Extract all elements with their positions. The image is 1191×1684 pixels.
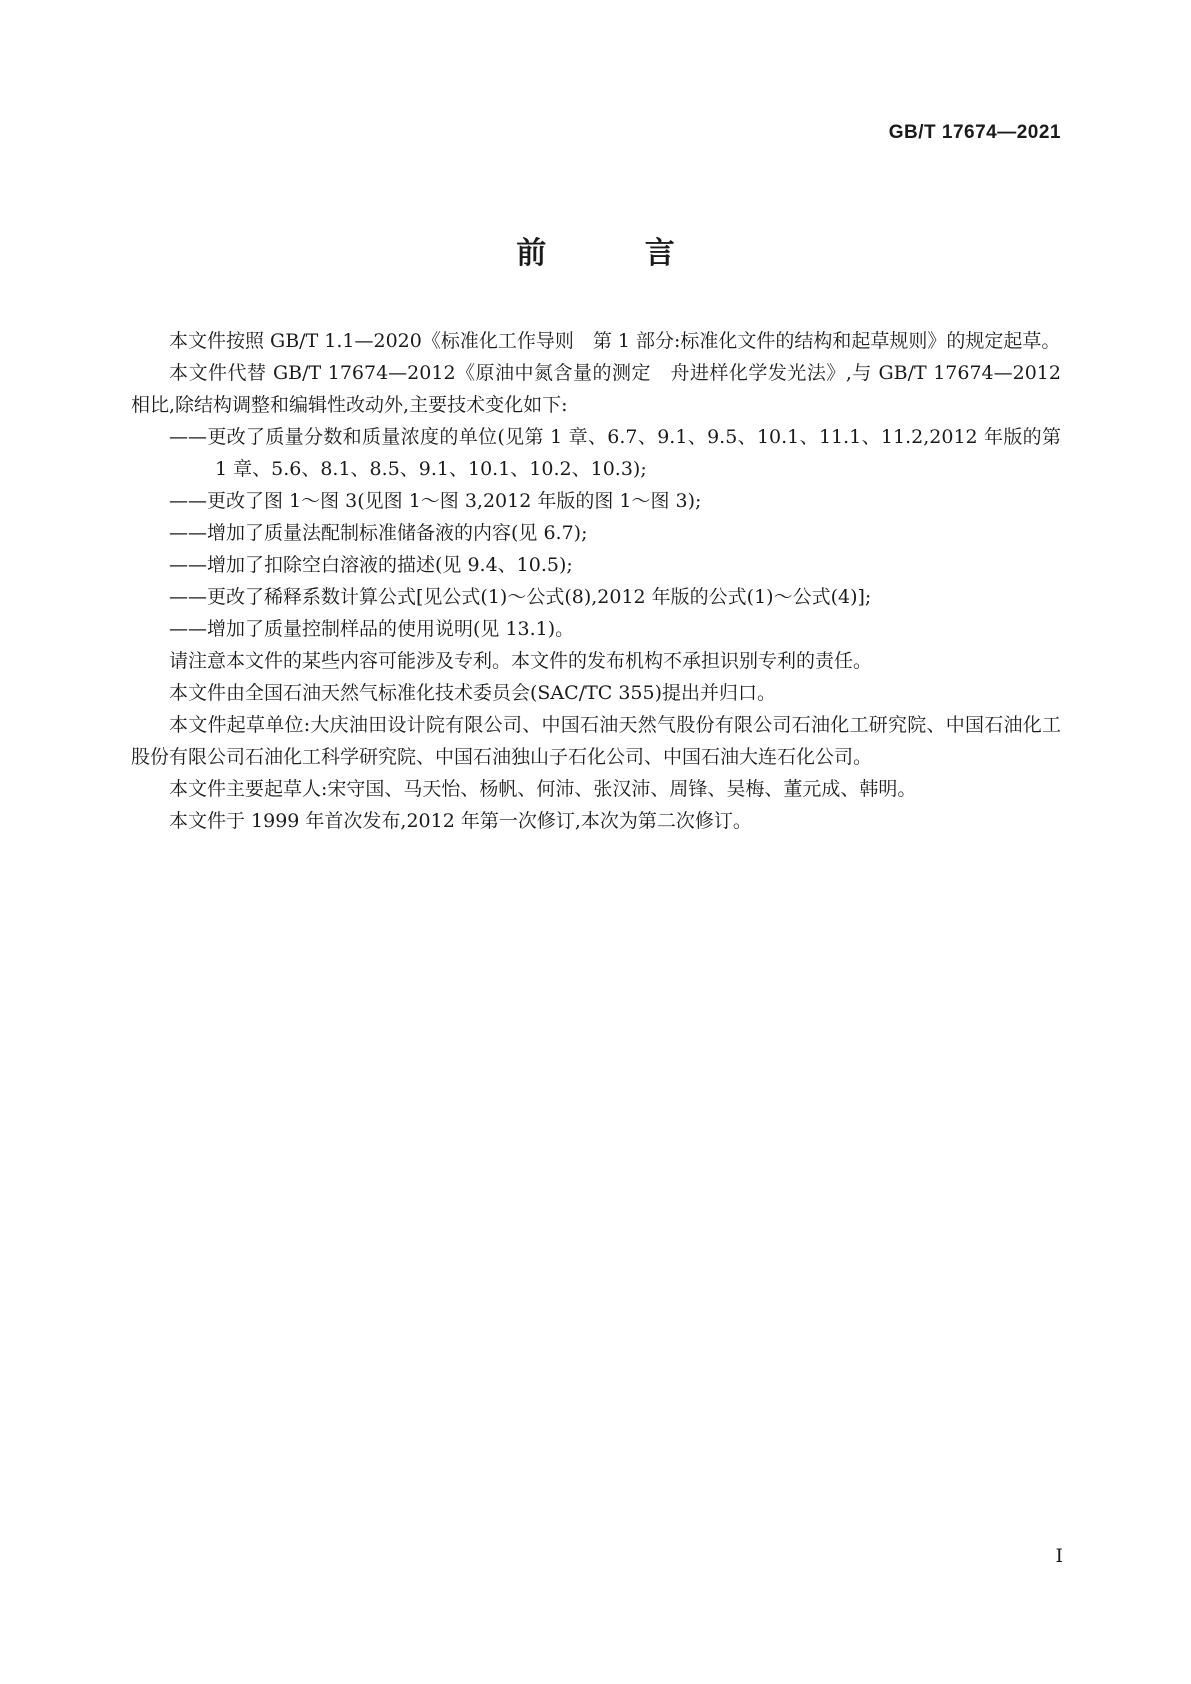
change-item: ——更改了图 1～图 3(见图 1～图 3,2012 年版的图 1～图 3); — [169, 490, 702, 512]
paragraph-drafting-units: 本文件起草单位:大庆油田设计院有限公司、中国石油天然气股份有限公司石油化工研究院、中国石油化工股份有限公司石油化工科学研究院、中国石油独山子石化公司、中国石油大连石化公司。 — [131, 714, 1061, 768]
foreword-body — [131, 325, 1061, 837]
paragraph-drafting-rules: 本文件按照 GB/T 1.1—2020《标准化工作导则 第 1 部分:标准化文件的结构和起草规则》的规定起草。 — [169, 330, 1061, 352]
paragraph-history: 本文件于 1999 年首次发布,2012 年第一次修订,本次为第二次修订。 — [169, 810, 752, 832]
change-item: ——增加了质量控制样品的使用说明(见 13.1)。 — [169, 618, 575, 640]
paragraph-replacement: 本文件代替 GB/T 17674—2012《原油中氮含量的测定 舟进样化学发光法》,与 GB/T 17674—2012 相比,除结构调整和编辑性改动外,主要技术变化如下: — [131, 362, 1061, 416]
paragraph-patent-notice: 请注意本文件的某些内容可能涉及专利。本文件的发布机构不承担识别专利的责任。 — [169, 650, 873, 672]
page-number: I — [1055, 1545, 1063, 1567]
change-item: ——增加了扣除空白溶液的描述(见 9.4、10.5); — [169, 554, 573, 576]
standard-code: GB/T 17674—2021 — [888, 122, 1061, 143]
change-item: ——更改了质量分数和质量浓度的单位(见第 1 章、6.7、9.1、9.5、10.1、11.1、11.2,2012 年版的第 1 章、5.6、8.1、8.5、9.1、10.1、10.2、10.3); — [169, 426, 1061, 480]
paragraph-proposer: 本文件由全国石油天然气标准化技术委员会(SAC/TC 355)提出并归口。 — [169, 682, 777, 704]
change-item: ——增加了质量法配制标准储备液的内容(见 6.7); — [169, 522, 588, 544]
change-item: ——更改了稀释系数计算公式[见公式(1)～公式(8),2012 年版的公式(1)～公式(4)]; — [169, 586, 872, 608]
paragraph-drafters: 本文件主要起草人:宋守国、马天怡、杨帆、何沛、张汉沛、周锋、吴梅、董元成、韩明。 — [169, 778, 917, 800]
page-title: 前 言 — [516, 236, 719, 271]
